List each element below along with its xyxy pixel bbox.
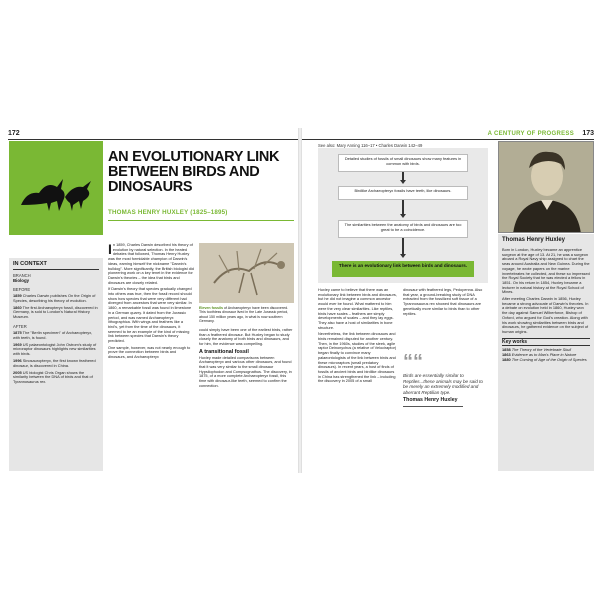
branch-label: BRANCH <box>13 273 31 278</box>
after-entry: 1996 Sinosauropteryx, the first known feathered dinosaur, is discovered in China. <box>13 357 96 368</box>
drop-cap: I <box>108 241 112 257</box>
after-entry: 1875 The "Berlin specimen" of Archaeopteryx, with teeth, is found. <box>13 329 93 340</box>
pull-quote <box>403 353 488 407</box>
dinosaur-bird-illustration <box>9 141 103 235</box>
left-page <box>0 128 298 473</box>
after-entry: 2005 US biologist Chris Organ shows the similarity between the DNA of birds and that of Tyrannosaurus rex. <box>13 369 93 385</box>
byline: THOMAS HENRY HUXLEY (1825–1895) <box>108 209 228 216</box>
page-title: AN EVOLUTIONARY LINK BETWEEN BIRDS AND DINOSAURS <box>108 149 280 195</box>
key-work: 1880 The Coming of Age of the Origin of Species <box>502 356 587 362</box>
quote-mark-icon: ““ <box>403 351 423 373</box>
flow-box: Birdlike Archaeopteryx fossils have teeth, like dinosaurs. <box>338 186 468 200</box>
flow-arrow <box>402 238 404 254</box>
quote-author: Thomas Henry Huxley <box>403 397 458 404</box>
flowchart <box>318 148 488 283</box>
body-column-3: Huxley came to believe that there was an evolutionary link between birds and dinosaurs, but he did not imagine a common ancestor would ever be found. What mattered to him were the very clear similarities. Like reptiles, birds have scales – feathers are simply developments of scales – and they lay eggs. They also have a host of similarities in bone structure. Nevertheless, the link between dinosaurs and birds remained disputed for another century. Then, in the 1960s, studies of the sleek, agile raptor Deinonychus (a relative of Velociraptor) began finally to convince many palaeontologists of the link between birds and these microraptors (small predatory dinosaurs). In recent years, a host of finds of fossils of ancient birds and birdlike dinosaurs in China has strengthened the link – including the discovery in 2005 of a small <box>318 288 397 384</box>
page-number-left: 172 <box>8 130 20 137</box>
book-spread <box>0 128 600 473</box>
after-entry: 1969 US palaeontologist John Ostrom's study of microraptor dinosaurs highlights new similarities with birds. <box>13 341 97 357</box>
title-rule <box>108 220 294 221</box>
key-work: 1858 The Theory of the Vertebrate Skull <box>502 347 572 353</box>
fossil-icon <box>199 243 294 303</box>
before-entry: 1859 Charles Darwin publishes On the Origin of Species, describing his theory of evolution. <box>13 293 96 303</box>
flow-conclusion: There is an evolutionary link between birds and dinosaurs. <box>332 261 474 277</box>
header-rule <box>8 139 298 140</box>
bio-name: Thomas Henry Huxley <box>498 234 594 246</box>
huxley-portrait <box>498 141 594 233</box>
running-head: A CENTURY OF PROGRESS <box>487 131 574 137</box>
quote-text: Birds are essentially similar to Reptiles...these animals may be said to be merely an extremely modified and aberrant Reptilian type. <box>403 373 483 395</box>
right-page <box>302 128 600 473</box>
bio-panel: Born in London, Huxley became an apprentice surgeon at the age of 13. At 21, he was a surgeon aboard a Royal Navy ship assigned to chart the seas around Australia and New Guinea. During the voyage, he wrote papers on the marine invertebrates he collected, and these so impressed the Royal Society that he was elected a fellow in 1851. On his return in 1854, Huxley became a lecturer in natural history at the Royal School of Mines. After meeting Charles Darwin in 1856, Huxley became a strong advocate of Darwin's theories. In a debate on evolution held in 1860, Huxley won the day against Samuel Wilberforce, Bishop of Oxford, who argued for God's creation. Along with his work showing similarities between birds and dinosaurs, he gathered evidence on the subject of human origins. Key works 1858 The Theory of the Vertebrate Skull 1863 Evidence as to Man's Place in Nature 1880 The Coming of Age of the Origin of Species <box>498 246 594 471</box>
in-context-panel <box>9 258 103 471</box>
flow-arrow <box>402 172 404 180</box>
flow-box: The similarities between the anatomy of birds and dinosaurs are too great to be a coincidence. <box>338 220 468 238</box>
subheading: A transitional fossil <box>199 348 249 355</box>
in-context-heading: IN CONTEXT <box>13 261 99 270</box>
arrow-down-icon <box>400 254 406 258</box>
after-label: AFTER <box>13 323 27 329</box>
key-work: 1863 Evidence as to Man's Place in Nature <box>502 352 577 358</box>
quote-rule <box>403 406 463 407</box>
fossil-caption: Eleven fossils of Archaeopteryx have been discovered. This toothless dinosaur lived in the Late Jurassic period, about 150 million years ago, in what is now southern Germany. <box>199 306 289 324</box>
body-column-4: dinosaur with feathered legs, Pedopenna. Also that year, a ground-breaking study of DNA extracted from the fossilized soft tissue of a Tyrannosaurus rex showed that dinosaurs are genetically more similar to birds than to other reptiles. <box>403 288 483 316</box>
arrow-down-icon <box>400 180 406 184</box>
page-number-right: 173 <box>582 130 594 137</box>
before-entry: 1860 The first Archaeopteryx fossil, discovered in Germany, is sold to London's Natural History Museum. <box>13 304 98 320</box>
see-also: See also: Mary Anning 116–17 • Charles Darwin 142–49 <box>318 143 423 148</box>
portrait-icon <box>499 142 594 233</box>
flow-arrow <box>402 200 404 214</box>
header-rule <box>302 139 594 140</box>
before-label: BEFORE <box>13 287 31 292</box>
body-column-2: could simply have been one of the earliest birds, rather than a feathered dinosaur. But Huxley began to study closely the anatomy of both birds and dinosaurs, and for him, the evidence was compelling. A transitional fossil Huxley made detailed comparisons between Archaeopteryx and various other dinosaurs, and found that it was very similar to the small dinosaur Hypsilophodon and Compsognathus. The discovery, in 1875, of a more complete Archaeopteryx fossil, this time with dinosaur-like teeth, seemed to confirm the connection. <box>199 328 293 388</box>
silhouette-icon <box>17 171 97 213</box>
flow-box: Detailed studies of fossils of small dinosaurs show many features in common with birds. <box>338 154 468 172</box>
key-works-heading: Key works <box>502 338 590 347</box>
arrow-down-icon <box>400 214 406 218</box>
branch-value: Biology <box>13 278 30 283</box>
body-column-1: In 1859, Charles Darwin described his theory of evolution by natural selection. In the heated debates that followed, Thomas Henry Huxley was the most formidable champion of Darwin's ideas, earning himself the nickname "Darwin's bulldog". More significantly, the British biologist did pioneering work on a key tenet in the evidence for Darwin's theories – the idea that birds and dinosaurs are closely related. If Darwin's theory that species gradually changed into others was true, then the fossil record should show how species that were very different had diverged from ancestors that were very similar. In 1860, a remarkable fossil was found in limestone in a German quarry. It dated from the Jurassic period, and was named Archaeopteryx lithographica. With wings and feathers like a bird's, yet from the time of the dinosaurs, it seemed to be an example of the kind of missing link between species that Darwin's theory predicted. One sample, however, was not nearly enough to prove the connection between birds and dinosaurs, and Archaeopteryx <box>108 241 194 360</box>
fossil-photo <box>199 243 294 303</box>
